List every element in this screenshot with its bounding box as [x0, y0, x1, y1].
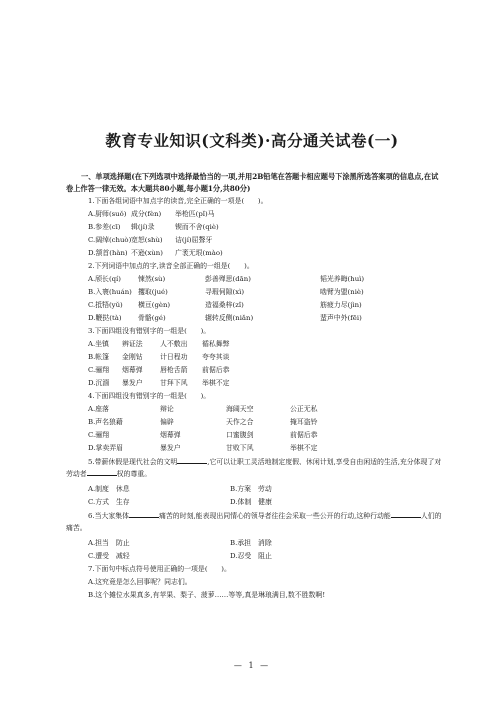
q6-stem-part-3: 人们的痛苦。 — [66, 512, 442, 532]
q3-option-c-1: C.骊翔 — [88, 366, 109, 374]
question-4-stem: 4.下面四组没有错别字的一组是( )。 — [88, 392, 211, 400]
question-2-stem: 2.下列词语中加点的字,读音全部正确的一组是( )。 — [88, 262, 254, 270]
q5-blank-2 — [87, 468, 117, 476]
question-5-stem — [66, 456, 444, 480]
q4-option-a-1: A.座落 — [88, 405, 109, 413]
q2-option-a-4: 韬光养晦(huì) — [320, 275, 365, 283]
q7-option-a: A.这究竟是怎么回事呢？同志们。 — [88, 578, 192, 586]
q3-option-b-4: 夸夸其谈 — [202, 353, 230, 361]
q2-option-a-3: 彭善殚思(dān) — [205, 275, 251, 283]
question-1-stem: 1.下面各组词语中加点字的读音,完全正确的一项是( )。 — [88, 197, 268, 205]
question-3-stem: 3.下面四组没有错别字的一组是( )。 — [88, 327, 211, 335]
q1-option-d-2: 不逊(xùn) — [131, 249, 163, 257]
q6-option-d: D.忍受 阻止 — [230, 552, 272, 560]
q3-option-a-1: A.坐镇 — [88, 340, 109, 348]
q4-option-c-2: 烟幕弹 — [160, 431, 181, 439]
q1-option-a-3: 举枪匹(pǐ)马 — [175, 210, 215, 218]
q4-option-a-3: 海阔天空 — [226, 405, 254, 413]
q2-option-d-1: D.鞭挞(tà) — [88, 314, 122, 322]
q3-option-a-3: 人不敷出 — [160, 340, 188, 348]
q3-option-b-2: 金刚钻 — [122, 353, 143, 361]
q4-option-d-1: D.掌卖弄眉 — [88, 444, 124, 452]
q5-option-d: D.体制 健康 — [230, 498, 272, 506]
q6-option-a: A.担当 防止 — [88, 539, 130, 547]
q7-option-b: B.这个摊位水果真多,有苹果、梨子、菠萝……等等,真是琳琅满目,数不胜数啊! — [88, 591, 326, 599]
q4-option-d-4: 举棋不定 — [290, 444, 318, 452]
q6-option-c: C.遭受 减轻 — [88, 552, 130, 560]
q4-option-b-3: 天作之合 — [226, 418, 254, 426]
q2-option-c-4: 筋疲力尽(jìn) — [320, 301, 362, 309]
q4-option-b-2: 偏辟 — [160, 418, 174, 426]
q2-option-a-2: 悚然(sù) — [138, 275, 166, 283]
q4-option-c-1: C.骊翔 — [88, 431, 109, 439]
q2-option-d-4: 蜚声中外(fēi) — [320, 314, 362, 322]
q4-option-a-4: 公正无私 — [290, 405, 318, 413]
q1-option-a-1: A.厨师(suǒ) — [88, 210, 127, 218]
q3-option-d-2: 暴发户 — [122, 379, 143, 387]
q1-option-b-2: 辑(jí)录 — [131, 223, 155, 231]
q6-blank-2 — [391, 510, 421, 518]
q3-option-b-1: B.帐篷 — [88, 353, 110, 361]
q3-option-d-3: 甘拜下风 — [160, 379, 188, 387]
q2-option-d-2: 骨骼(gé) — [138, 314, 166, 322]
q1-option-d-3: 广袤无垠(mào) — [175, 249, 223, 257]
q5-stem-part-1: 5.带薪休假是现代社会的文明 — [88, 458, 178, 466]
q1-option-d-1: D.颔首(hàn) — [88, 249, 128, 257]
q3-option-c-4: 前倨后恭 — [202, 366, 230, 374]
q3-option-b-3: 计日程功 — [160, 353, 188, 361]
q2-option-b-1: B.入寰(huán) — [88, 288, 132, 296]
q1-option-b-1: B.参差(cī) — [88, 223, 121, 231]
q5-option-b: B.方案 劳动 — [230, 485, 272, 493]
page-number: — 1 — — [233, 661, 271, 670]
q4-option-b-4: 掩耳盗铃 — [290, 418, 318, 426]
q2-option-c-2: 横亘(gèn) — [138, 301, 171, 309]
q1-option-b-3: 锲而不舍(qiè) — [175, 223, 219, 231]
q5-blank-1 — [177, 456, 207, 464]
question-6-stem — [66, 510, 444, 534]
q2-option-a-1: A.颀长(qí) — [88, 275, 121, 283]
q5-option-a: A.制度 休息 — [88, 485, 130, 493]
q2-option-d-3: 辗转反侧(niǎn) — [205, 314, 254, 322]
q3-option-d-4: 举棋不定 — [202, 379, 230, 387]
q2-option-b-4: 啮臂为盟(niè) — [320, 288, 364, 296]
q3-option-c-3: 唇枪舌箭 — [160, 366, 188, 374]
q5-option-c: C.方式 生存 — [88, 498, 130, 506]
question-7-stem: 7.下面句中标点符号使用正确的一项是( )。 — [88, 565, 231, 573]
q4-option-c-4: 前倨后恭 — [290, 431, 318, 439]
q1-option-c-3: 诘(jí)屈聱牙 — [175, 236, 213, 244]
q4-option-b-1: B.声名狼藉 — [88, 418, 123, 426]
q4-option-a-2: 辩论 — [160, 405, 174, 413]
q3-option-d-1: D.沉湎 — [88, 379, 110, 387]
q6-blank-1 — [129, 510, 159, 518]
q2-option-b-2: 攫取(jué) — [138, 288, 168, 296]
section-instructions: 一、单项选择题(在下列选项中选择最恰当的一项,并用2B铅笔在答题卡相应题号下涂黑所选答案项的信息点,在试卷上作答一律无效。本大题共80小题,每小题1分,共80分) — [66, 172, 439, 193]
q3-option-c-2: 烟幕弹 — [122, 366, 143, 374]
q1-option-a-2: 成分(fèn) — [131, 210, 162, 218]
q2-option-c-1: C.抵牾(yǔ) — [88, 301, 123, 309]
q3-option-a-4: 循私舞弊 — [202, 340, 230, 348]
page-title: 教育专业知识(文科类)·高分通关试卷(一) — [105, 131, 399, 150]
q6-stem-part-1: 6.当大家集体 — [88, 512, 130, 520]
q4-option-d-2: 暴发户 — [160, 444, 181, 452]
q5-stem-part-2: ,它可以让职工灵活地制定度假、休闲计划,享受自由闲适的生活,充分体现了对劳动者 — [66, 458, 442, 478]
q6-stem-part-2: 痛苦的时刻,能表现出同情心的领导者往往会采取一些公开的行动,这种行动能 — [159, 512, 391, 520]
q6-option-b: B.承担 消除 — [230, 539, 272, 547]
q3-option-a-2: 辨证法 — [122, 340, 143, 348]
q4-option-d-3: 甘败下风 — [226, 444, 254, 452]
q1-option-c-1: C.阔绰(chuò) — [88, 236, 132, 244]
q5-stem-part-3: 权的尊重。 — [116, 470, 152, 478]
q4-option-c-3: 口蜜腹剑 — [226, 431, 254, 439]
q1-option-c-2: 宽恕(shù) — [131, 236, 163, 244]
q2-option-c-3: 造福桑梓(zǐ) — [205, 301, 244, 309]
q2-option-b-3: 寻瑕伺隙(xì) — [205, 288, 245, 296]
